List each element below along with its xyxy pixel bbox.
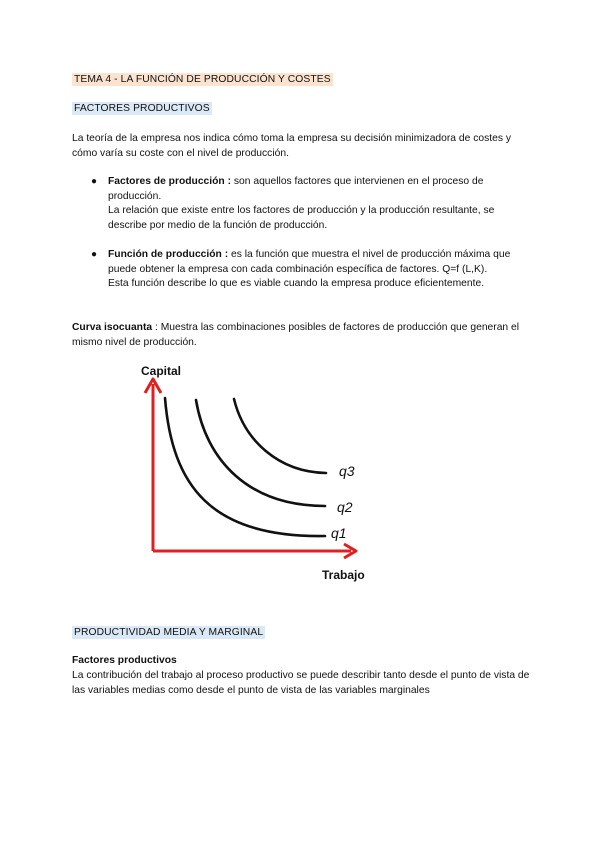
bullet-factores (91, 175, 533, 233)
bullet-funcion (91, 248, 533, 292)
section-heading-factores: FACTORES PRODUCTIVOS (74, 103, 210, 114)
page-title: TEMA 4 - LA FUNCIÓN DE PRODUCCIÓN Y COSTES (74, 74, 331, 85)
bullet-extra: La relación que existe entre los factores de producción y la producción resultante, se describe por medio de la función de producción. (108, 205, 495, 231)
section-heading-productividad: PRODUCTIVIDAD MEDIA Y MARGINAL (74, 627, 264, 638)
isoquant-term: Curva isocuanta (72, 322, 153, 333)
curve-label-q1: q1 (331, 525, 347, 541)
bullet-extra: Esta función describe lo que es viable cuando la empresa produce eficientemente. (108, 278, 485, 289)
isoquant-figure (140, 360, 380, 585)
productividad-paragraph: La contribución del trabajo al proceso productivo se puede describir tanto desde el punto de vista de las variables medias como desde el punto de vista de las variables marginales (72, 670, 530, 696)
subheading-factores: Factores productivos (72, 655, 177, 666)
isoquant-curve-q2 (196, 400, 325, 506)
bullet-text: es la función que muestra el nivel de producción máxima que puede obtener la empresa con cada combinación específica de factores. Q=f (L,K). (108, 249, 511, 275)
bullet-term: Función de producción : (108, 249, 229, 260)
isoquant-paragraph (72, 320, 534, 350)
curve-label-q2: q2 (337, 499, 353, 515)
bullet-paragraph (108, 175, 533, 204)
bullet-term: Factores de producción : (108, 176, 232, 187)
intro-paragraph: La teoría de la empresa nos indica cómo toma la empresa su decisión minimizadora de costes y cómo varía su coste con el nivel de producción. (72, 133, 511, 159)
curve-label-q3: q3 (339, 463, 355, 479)
bullet-text: son aquellos factores que intervienen en el proceso de producción. (108, 176, 484, 202)
isoquant-curve-q3 (234, 399, 326, 473)
x-axis-label: Trabajo (322, 568, 365, 582)
y-axis-label: Capital (141, 364, 182, 378)
bullet-paragraph (108, 248, 533, 277)
isoquant-curve-q1 (165, 398, 325, 536)
bullet-icon: ● (91, 176, 98, 187)
bullet-icon: ● (91, 249, 98, 260)
isoquant-text: : Muestra las combinaciones posibles de factores de producción que generan el mismo nivel de producción. (72, 322, 520, 348)
